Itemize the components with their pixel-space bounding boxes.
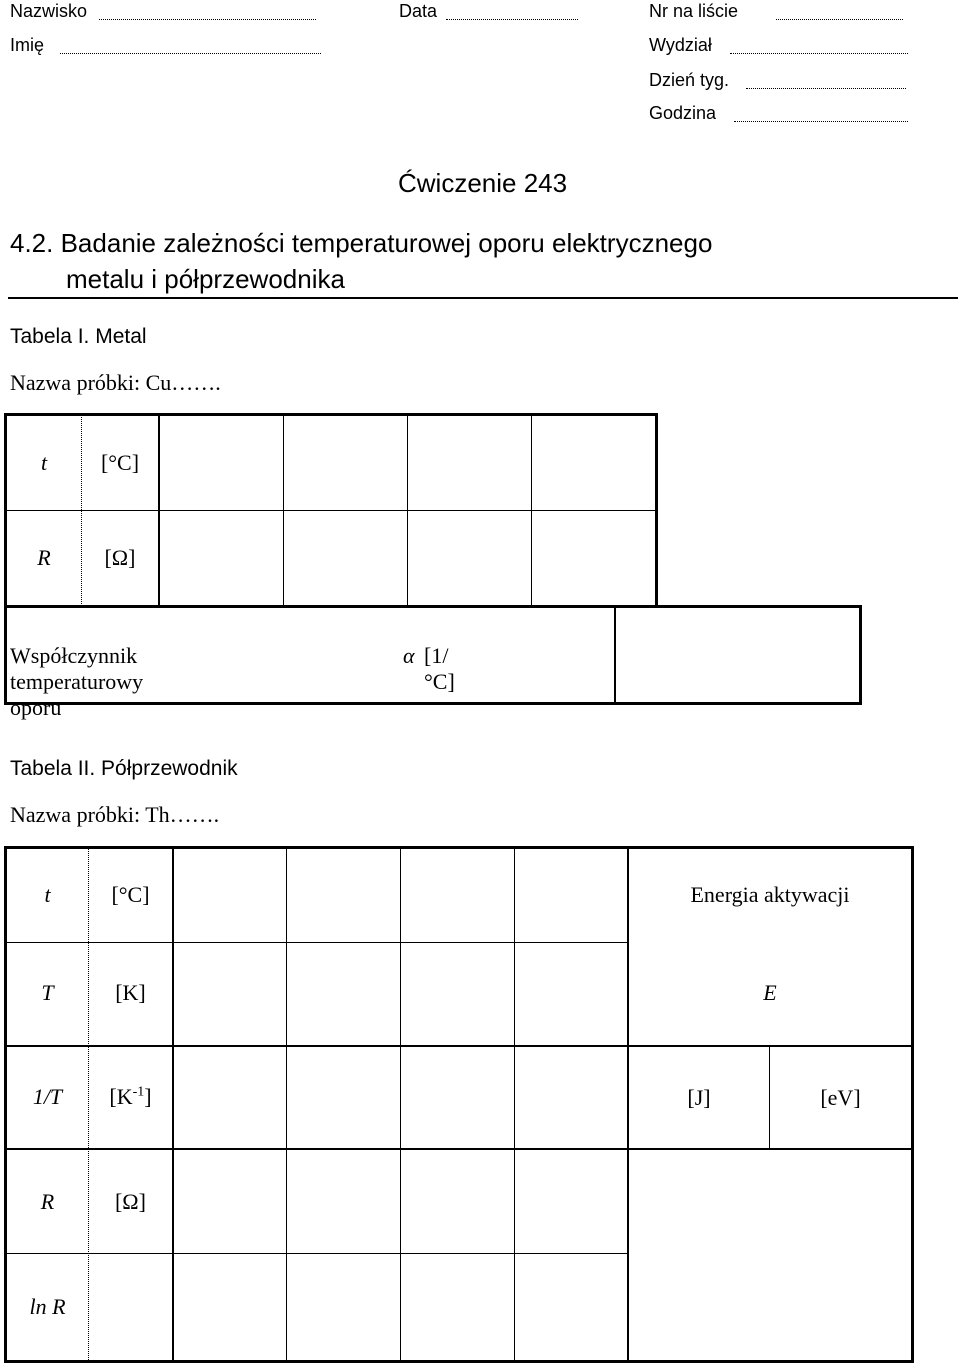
table1-coefficient-value-cell[interactable] (616, 608, 859, 702)
surname-field[interactable] (99, 19, 316, 20)
table1-cell[interactable] (532, 511, 655, 605)
table1-cell[interactable] (160, 416, 283, 510)
table2-row-r-unit: [Ω] (114, 1189, 146, 1214)
table2-caption: Tabela II. Półprzewodnik (10, 757, 238, 780)
table2-row-t-symbol: t (44, 882, 51, 907)
section-title-line1: 4.2. Badanie zależności temperaturowej oporu elektrycznego (10, 228, 713, 258)
table2-data-grid[interactable] (174, 849, 627, 1360)
first-name-label: Imię (10, 35, 45, 55)
hour-field[interactable] (734, 121, 908, 122)
table1-row-t-unit: [°C] (100, 450, 140, 475)
table2-activation-energy-label: Energia aktywacji (690, 882, 850, 907)
table2-row-inverse-t-unit: $[K^{-1}]$ (109, 1084, 152, 1109)
table2-row-kelvin-unit: [K] (115, 980, 146, 1005)
faculty-field[interactable] (730, 53, 908, 54)
table2-energy-unit-ev: [eV] (820, 1085, 861, 1110)
table1-cell[interactable] (408, 511, 531, 605)
table1-cell[interactable] (160, 511, 283, 605)
table2-sample-name: Nazwa próbki: Th……. (10, 802, 220, 827)
table2-row-r-symbol: R (40, 1189, 55, 1214)
sheet-number-field[interactable] (776, 19, 903, 20)
weekday-field[interactable] (746, 88, 906, 89)
table1-caption: Tabela I. Metal (10, 325, 147, 348)
surname-label: Nazwisko (10, 1, 88, 21)
table2-activation-energy-symbol: E (763, 980, 777, 1005)
first-name-field[interactable] (60, 53, 321, 54)
section-title-line2: metalu i półprzewodnika (66, 264, 345, 294)
table2-row-kelvin-symbol: T (41, 980, 54, 1005)
table2-row-inverse-t-symbol: 1/T (32, 1084, 63, 1109)
date-field[interactable] (446, 19, 578, 20)
exercise-title: Ćwiczenie 243 (398, 168, 568, 198)
sheet-number-label: Nr na liście (649, 1, 739, 21)
table2-energy-value-cell[interactable] (629, 1150, 911, 1360)
table1-coefficient-unit: [1/°C] (424, 643, 455, 694)
table1-row-r-symbol: R (37, 545, 51, 570)
date-label: Data (399, 1, 438, 21)
table1-coefficient-symbol: α (403, 643, 415, 668)
faculty-label: Wydział (649, 35, 712, 55)
table1-coefficient-label: Współczynnik temperaturowy oporu (10, 643, 144, 720)
table1-cell[interactable] (408, 416, 531, 510)
table1-row-r-unit: [Ω] (104, 545, 136, 570)
table1-row-t-symbol: t (40, 450, 48, 475)
table1-cell[interactable] (284, 416, 407, 510)
table2-row-ln-r-symbol: ln R (29, 1294, 66, 1319)
table2-energy-unit-joule: [J] (687, 1085, 711, 1110)
hour-label: Godzina (649, 103, 717, 123)
table1-sample-name: Nazwa próbki: Cu……. (10, 370, 221, 395)
table1-cell[interactable] (284, 511, 407, 605)
weekday-label: Dzień tyg. (649, 70, 730, 90)
section-divider (8, 297, 958, 299)
table2-row-t-unit: [°C] (111, 882, 150, 907)
table1-cell[interactable] (532, 416, 655, 510)
